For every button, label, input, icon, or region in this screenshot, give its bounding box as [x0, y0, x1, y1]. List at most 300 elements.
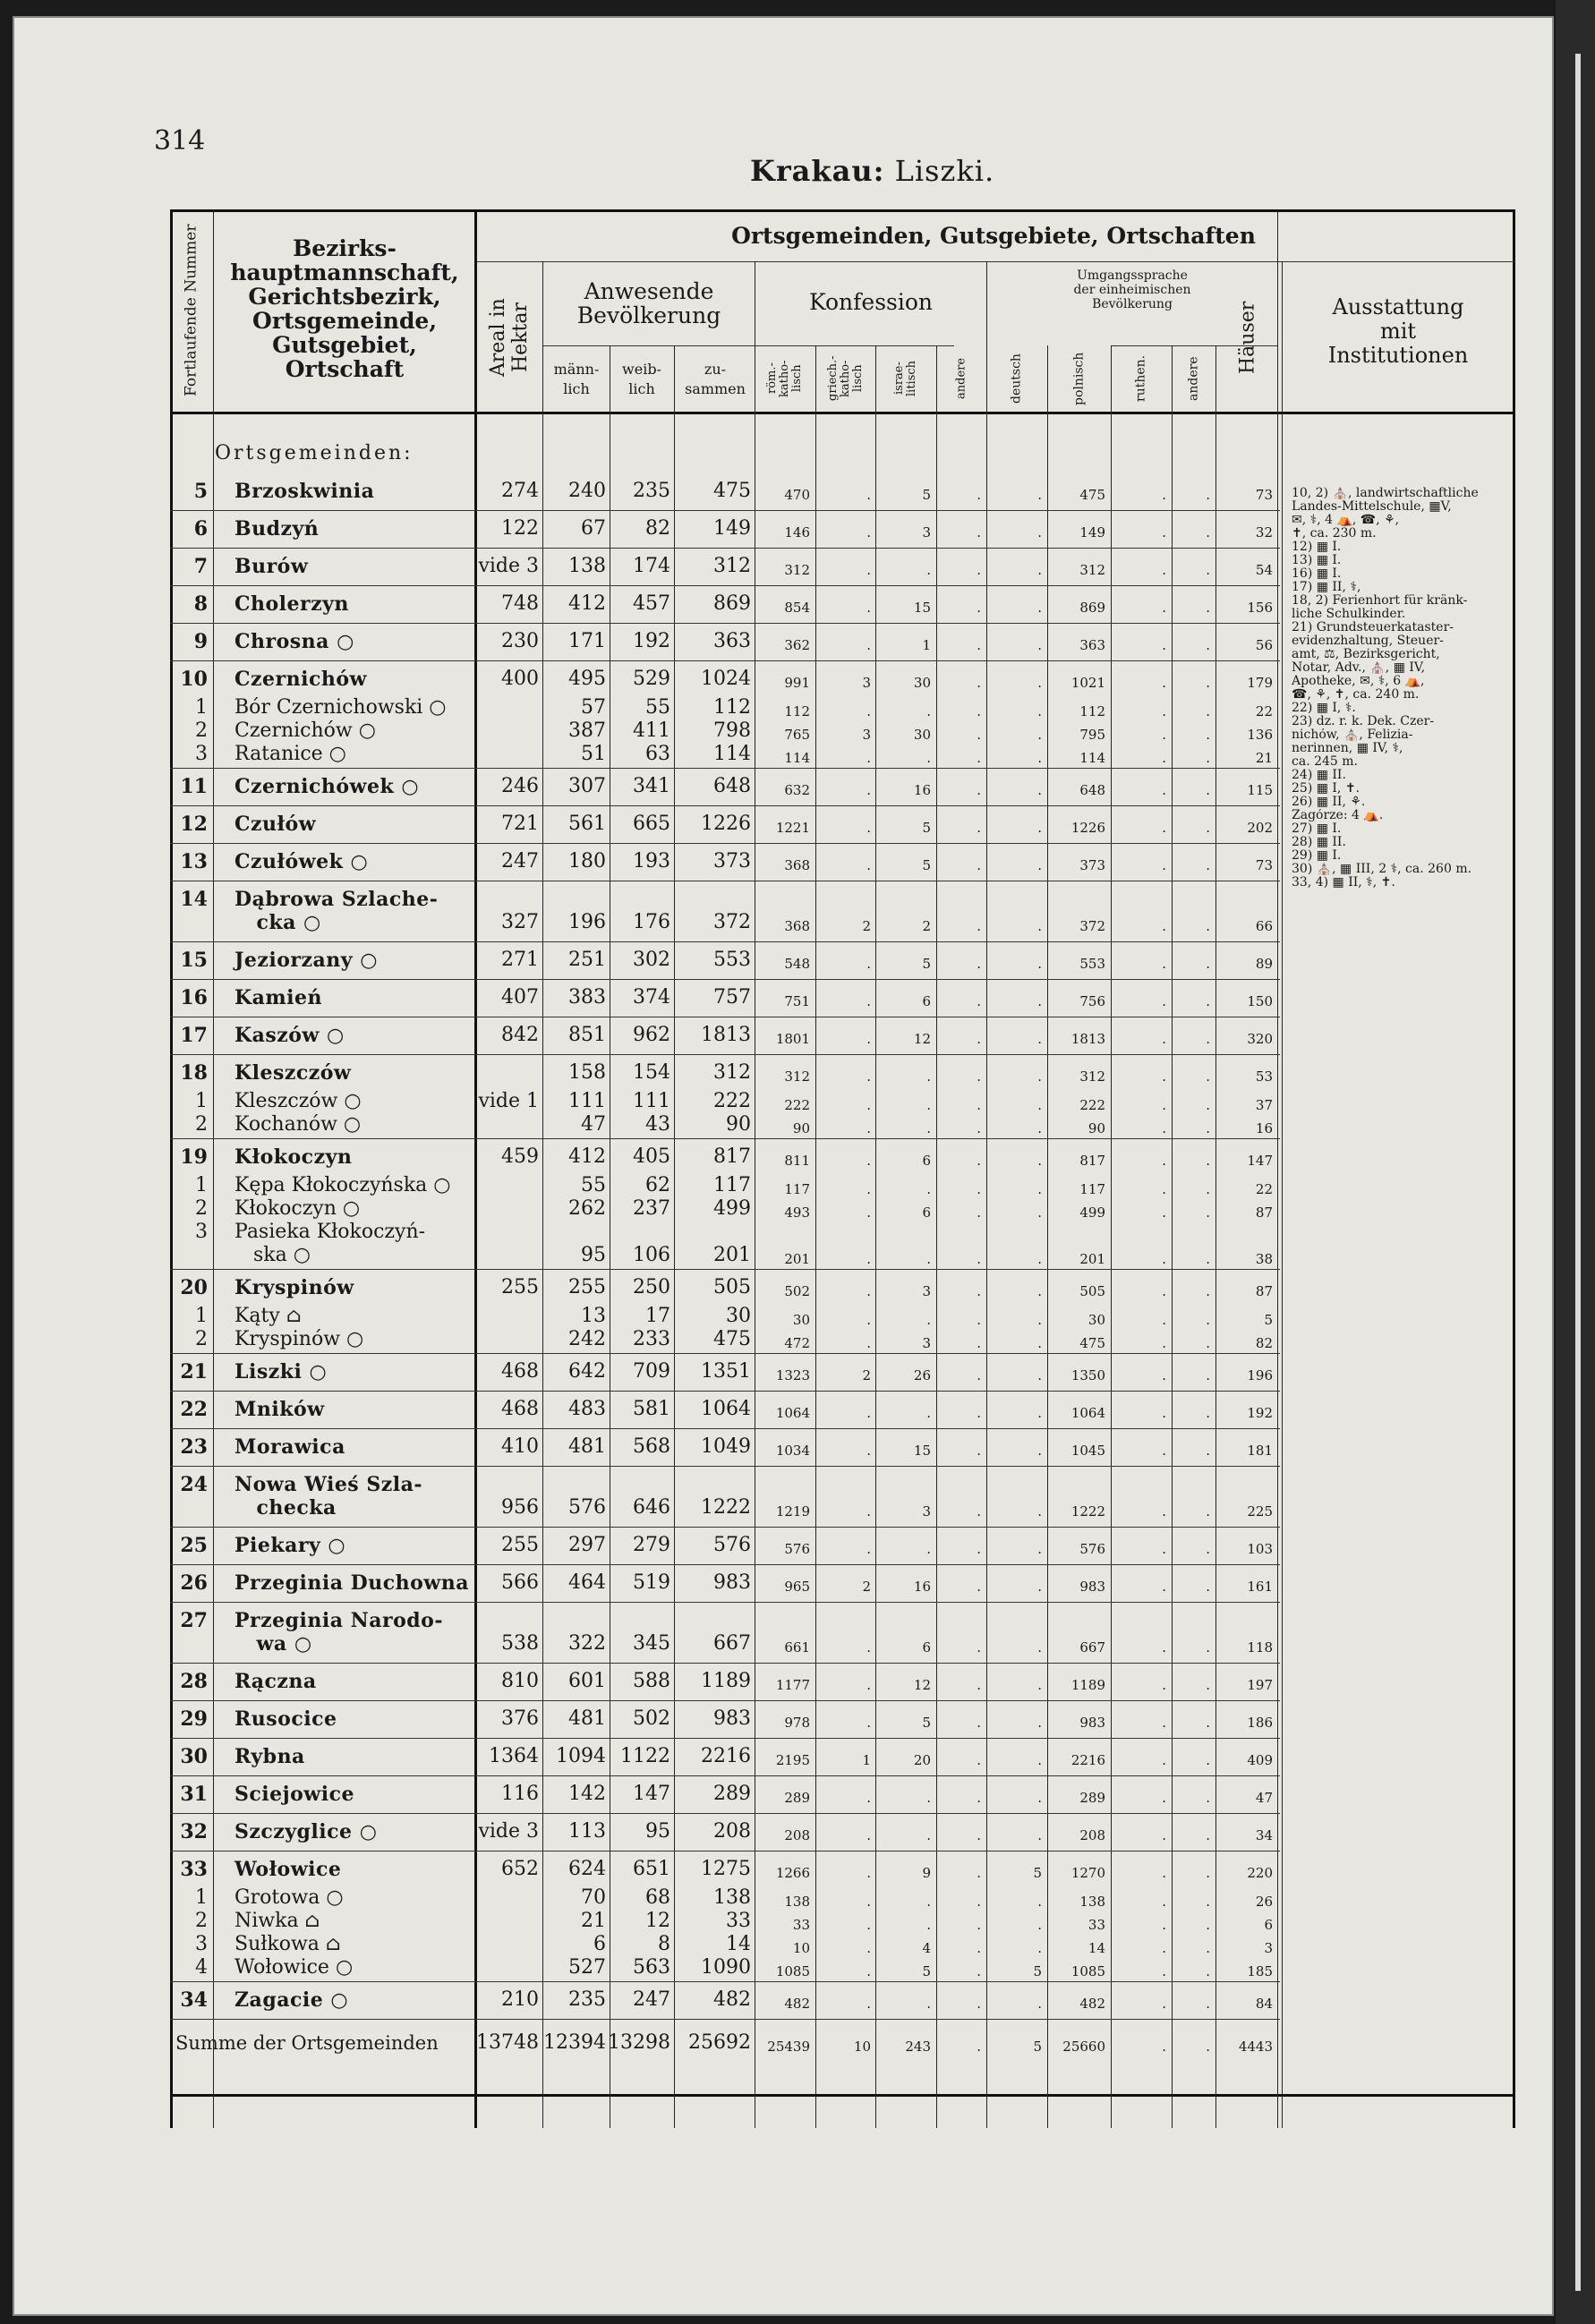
- cell-po: 1350: [1070, 1367, 1105, 1383]
- cell-z: 499: [713, 1197, 751, 1220]
- cell-hs: 181: [1247, 1443, 1273, 1459]
- cell-z: 983: [713, 1571, 751, 1594]
- cell-ak: .: [977, 524, 981, 541]
- cell-ru: .: [1162, 1827, 1166, 1843]
- row-name: Burów: [235, 555, 309, 578]
- cell-z: 289: [713, 1783, 751, 1805]
- cell-w: 646: [633, 1496, 670, 1519]
- cell-is: 16: [913, 782, 931, 798]
- cell-hs: 66: [1255, 918, 1273, 934]
- cell-hs: 16: [1255, 1120, 1273, 1136]
- cell-ru: .: [1162, 1541, 1166, 1557]
- cell-hs: 150: [1247, 993, 1273, 1009]
- cell-au: .: [1206, 562, 1210, 578]
- cell-ru: .: [1162, 1097, 1166, 1113]
- cell-z: 757: [713, 986, 751, 1009]
- header-fortlaufende-nummer: Fortlaufende Nummer: [182, 224, 200, 397]
- cell-hs: 73: [1255, 857, 1273, 873]
- cell-ru: .: [1162, 637, 1166, 653]
- row-separator: [170, 1353, 1280, 1354]
- row-number: 28: [180, 1670, 208, 1693]
- row-name: Niwka ⌂: [235, 1910, 320, 1932]
- cell-w: 529: [633, 668, 670, 690]
- cell-de: .: [1037, 1996, 1042, 2012]
- row-number: 3: [195, 743, 208, 765]
- cell-is: .: [926, 1405, 931, 1421]
- cell-gk: .: [866, 750, 871, 766]
- cell-ru: .: [1162, 1405, 1166, 1421]
- row-number: 30: [180, 1745, 208, 1768]
- ausstattung-line: 18, 2) Ferienhort für kränk-: [1292, 594, 1468, 608]
- cell-areal: vide 1: [478, 1090, 539, 1112]
- row-name: Jeziorzany ○: [235, 949, 378, 972]
- cell-au: .: [1206, 1335, 1210, 1351]
- summary-areal: 13748: [476, 2031, 539, 2054]
- header-andere-sprache: andere: [1186, 356, 1201, 401]
- row-separator: [170, 585, 1280, 586]
- cell-ru: .: [1162, 993, 1166, 1009]
- cell-is: 3: [922, 1503, 931, 1520]
- cell-gk: .: [866, 1917, 871, 1933]
- row-separator: [170, 623, 1280, 624]
- cell-z: 138: [713, 1886, 751, 1909]
- row-name: Czułówek ○: [235, 850, 369, 873]
- cell-z: 475: [713, 1328, 751, 1350]
- cell-au: .: [1206, 1715, 1210, 1731]
- cell-ru: .: [1162, 1153, 1166, 1169]
- cell-de: .: [1037, 1541, 1042, 1557]
- cell-gk: .: [866, 1541, 871, 1557]
- cell-w: 568: [633, 1435, 670, 1458]
- row-number: 13: [180, 850, 208, 873]
- cell-is: 30: [913, 727, 931, 743]
- cell-rk: 33: [792, 1917, 810, 1933]
- cell-ak: .: [977, 1894, 981, 1910]
- cell-z: 1275: [701, 1858, 751, 1880]
- row-name: Kamień: [235, 986, 323, 1009]
- cell-ru: .: [1162, 727, 1166, 743]
- cell-w: 341: [633, 775, 670, 797]
- cell-is: 5: [922, 1963, 931, 1979]
- cell-is: 12: [913, 1031, 931, 1047]
- cell-hs: 192: [1247, 1405, 1273, 1421]
- cell-z: 1090: [701, 1956, 751, 1979]
- cell-gk: .: [866, 956, 871, 972]
- row-name: Pasieka Kłokoczyń- ska ○: [235, 1221, 426, 1266]
- cell-ak: .: [977, 1940, 981, 1956]
- cell-m: 255: [568, 1276, 606, 1298]
- cell-z: 1064: [701, 1398, 751, 1420]
- cell-areal: 956: [501, 1496, 539, 1519]
- ausstattung-line: 23) dz. r. k. Dek. Czer-: [1292, 715, 1435, 728]
- cell-de: .: [1037, 1940, 1042, 1956]
- row-name: Ratanice ○: [235, 743, 346, 765]
- cell-w: 457: [633, 592, 670, 615]
- cell-ak: .: [977, 1367, 981, 1383]
- cell-au: .: [1206, 918, 1210, 934]
- cell-areal: 410: [501, 1435, 539, 1458]
- cell-rk: 576: [784, 1541, 810, 1557]
- cell-gk: 1: [862, 1752, 871, 1768]
- ausstattung-line: 22) ▦ I, ⚕.: [1292, 702, 1356, 715]
- table-row: [170, 1355, 1280, 1389]
- row-name: Grotowa ○: [235, 1886, 344, 1909]
- cell-po: 289: [1079, 1790, 1105, 1806]
- summary-au: .: [1206, 2039, 1210, 2055]
- row-number: 1: [195, 696, 208, 719]
- cell-is: .: [926, 1251, 931, 1267]
- cell-gk: 2: [862, 918, 871, 934]
- table-row: [170, 1221, 1280, 1267]
- adjacent-page-border: [1575, 54, 1581, 2291]
- ausstattung-line: 33, 4) ▦ II, ⚕, ✝.: [1292, 876, 1395, 890]
- cell-po: 553: [1079, 956, 1105, 972]
- ausstattung-line: evidenzhaltung, Steuer-: [1292, 634, 1444, 648]
- row-separator: [170, 805, 1280, 806]
- table-row: [170, 943, 1280, 977]
- cell-rk: 493: [784, 1205, 810, 1221]
- cell-po: 312: [1079, 562, 1105, 578]
- cell-m: 297: [568, 1534, 606, 1556]
- cell-is: 4: [922, 1940, 931, 1956]
- row-name: Kępa Kłokoczyńska ○: [235, 1174, 451, 1196]
- row-name: Chrosna ○: [235, 630, 354, 653]
- cell-rk: 1221: [775, 820, 810, 836]
- cell-ak: .: [977, 1068, 981, 1085]
- cell-is: 6: [922, 1153, 931, 1169]
- row-number: 3: [195, 1221, 208, 1243]
- cell-rk: 2195: [775, 1752, 810, 1768]
- row-name: Cholerzyn: [235, 592, 349, 616]
- cell-au: .: [1206, 1312, 1210, 1328]
- ausstattung-line: nerinnen, ▦ IV, ⚕,: [1292, 742, 1403, 755]
- cell-hs: 47: [1255, 1790, 1273, 1806]
- cell-de: 5: [1033, 1865, 1042, 1881]
- cell-po: 30: [1088, 1312, 1105, 1328]
- cell-de: .: [1037, 1790, 1042, 1806]
- row-name: Mników: [235, 1398, 325, 1421]
- row-number: 20: [180, 1276, 208, 1299]
- cell-ak: .: [977, 1752, 981, 1768]
- cell-gk: .: [866, 820, 871, 836]
- row-separator: [170, 1138, 1280, 1139]
- row-separator: [170, 1269, 1280, 1270]
- cell-po: 2216: [1070, 1752, 1105, 1768]
- cell-au: .: [1206, 956, 1210, 972]
- cell-z: 1024: [701, 668, 751, 690]
- cell-ak: .: [977, 918, 981, 934]
- header-maennlich: männ- lich: [553, 361, 600, 397]
- cell-ru: .: [1162, 1940, 1166, 1956]
- cell-rk: 1064: [775, 1405, 810, 1421]
- cell-ak: .: [977, 1335, 981, 1351]
- cell-ak: .: [977, 703, 981, 719]
- ausstattung-line: Zagórze: 4 ⛺.: [1292, 809, 1384, 822]
- cell-po: 756: [1079, 993, 1105, 1009]
- cell-hs: 161: [1247, 1579, 1273, 1595]
- cell-is: .: [926, 562, 931, 578]
- cell-hs: 26: [1255, 1894, 1273, 1910]
- cell-hs: 56: [1255, 637, 1273, 653]
- row-number: 16: [180, 986, 208, 1009]
- cell-areal: 459: [501, 1145, 539, 1168]
- cell-au: .: [1206, 1894, 1210, 1910]
- cell-gk: .: [866, 1940, 871, 1956]
- cell-areal: 271: [501, 949, 539, 971]
- cell-rk: 90: [792, 1120, 810, 1136]
- cell-rk: 1177: [775, 1677, 810, 1693]
- cell-is: 3: [922, 1283, 931, 1299]
- cell-de: .: [1037, 1503, 1042, 1520]
- cell-w: 193: [633, 850, 670, 873]
- cell-areal: 210: [501, 1988, 539, 2011]
- cell-z: 648: [713, 775, 751, 797]
- ausstattung-line: 24) ▦ II.: [1292, 769, 1346, 782]
- cell-rk: 10: [792, 1940, 810, 1956]
- row-name: Kleszczów ○: [235, 1090, 362, 1112]
- header-zusammen: zu- sammen: [685, 361, 746, 397]
- row-separator: [170, 843, 1280, 844]
- cell-w: 68: [645, 1886, 670, 1909]
- cell-w: 563: [633, 1956, 670, 1979]
- cell-m: 13: [581, 1305, 606, 1327]
- row-separator: [170, 1466, 1280, 1467]
- cell-z: 208: [713, 1820, 751, 1843]
- cell-rk: 362: [784, 637, 810, 653]
- cell-w: 588: [633, 1670, 670, 1692]
- cell-hs: 53: [1255, 1068, 1273, 1085]
- title-rest: Liszki.: [884, 154, 995, 188]
- cell-is: .: [926, 1120, 931, 1136]
- row-number: 2: [195, 1328, 208, 1350]
- cell-ru: .: [1162, 703, 1166, 719]
- cell-ru: .: [1162, 675, 1166, 691]
- cell-is: .: [926, 1790, 931, 1806]
- cell-po: 372: [1079, 918, 1105, 934]
- cell-gk: .: [866, 1031, 871, 1047]
- row-number: 1: [195, 1305, 208, 1327]
- summary-row: [170, 2031, 1280, 2058]
- cell-po: 869: [1079, 600, 1105, 616]
- cell-gk: .: [866, 1677, 871, 1693]
- cell-m: 70: [581, 1886, 606, 1909]
- cell-m: 51: [581, 743, 606, 765]
- cell-ru: .: [1162, 1503, 1166, 1520]
- cell-ak: .: [977, 562, 981, 578]
- row-name: Kłokoczyn ○: [235, 1197, 361, 1220]
- cell-po: 983: [1079, 1715, 1105, 1731]
- row-name: Bór Czernichowski ○: [235, 696, 447, 719]
- cell-hs: 225: [1247, 1503, 1273, 1520]
- cell-hs: 38: [1255, 1251, 1273, 1267]
- cell-w: 411: [633, 719, 670, 742]
- cell-z: 33: [726, 1910, 751, 1932]
- cell-m: 158: [568, 1061, 606, 1084]
- cell-ru: .: [1162, 1639, 1166, 1656]
- table-row: [170, 1197, 1280, 1221]
- cell-au: .: [1206, 1251, 1210, 1267]
- cell-gk: 2: [862, 1367, 871, 1383]
- cell-hs: 202: [1247, 820, 1273, 836]
- cell-z: 576: [713, 1534, 751, 1556]
- cell-is: 6: [922, 1639, 931, 1656]
- cell-is: .: [926, 1068, 931, 1085]
- table-row: [170, 587, 1280, 621]
- cell-rk: 751: [784, 993, 810, 1009]
- table-row: [170, 1392, 1280, 1426]
- table-row: [170, 1468, 1280, 1525]
- cell-w: 405: [633, 1145, 670, 1168]
- cell-is: .: [926, 1827, 931, 1843]
- cell-areal: 327: [501, 911, 539, 933]
- cell-m: 527: [568, 1956, 606, 1979]
- cell-po: 817: [1079, 1153, 1105, 1169]
- row-number: 3: [195, 1933, 208, 1955]
- cell-de: .: [1037, 1894, 1042, 1910]
- cell-ru: .: [1162, 1715, 1166, 1731]
- cell-is: 3: [922, 524, 931, 541]
- cell-au: .: [1206, 487, 1210, 503]
- table-row: [170, 1113, 1280, 1136]
- row-number: 7: [193, 555, 208, 578]
- cell-ak: .: [977, 1443, 981, 1459]
- page-title: [750, 154, 994, 188]
- cell-ru: .: [1162, 956, 1166, 972]
- row-separator: [170, 1663, 1280, 1664]
- cell-rk: 548: [784, 956, 810, 972]
- cell-gk: .: [866, 1827, 871, 1843]
- table-row: [170, 1852, 1280, 1886]
- cell-hs: 5: [1264, 1312, 1273, 1328]
- cell-po: 14: [1088, 1940, 1105, 1956]
- cell-de: .: [1037, 1917, 1042, 1933]
- cell-rk: 117: [784, 1181, 810, 1197]
- cell-au: .: [1206, 1120, 1210, 1136]
- cell-de: .: [1037, 1068, 1042, 1085]
- cell-ru: .: [1162, 1865, 1166, 1881]
- cell-rk: 138: [784, 1894, 810, 1910]
- cell-m: 242: [568, 1328, 606, 1350]
- header-konfession: Konfession: [808, 289, 933, 315]
- row-separator: [170, 1602, 1280, 1603]
- cell-hs: 89: [1255, 956, 1273, 972]
- cell-rk: 632: [784, 782, 810, 798]
- cell-areal: 468: [501, 1398, 539, 1420]
- cell-z: 869: [713, 592, 751, 615]
- cell-areal: 1364: [489, 1745, 539, 1767]
- cell-de: .: [1037, 562, 1042, 578]
- row-name: Kryspinów: [235, 1276, 354, 1299]
- cell-w: 95: [645, 1820, 670, 1843]
- cell-de: .: [1037, 820, 1042, 836]
- cell-ak: .: [977, 1251, 981, 1267]
- cell-ru: .: [1162, 1068, 1166, 1085]
- summary-ru: .: [1162, 2039, 1166, 2055]
- row-separator: [170, 510, 1280, 511]
- cell-is: .: [926, 750, 931, 766]
- cell-w: 106: [633, 1244, 670, 1266]
- row-separator: [170, 548, 1280, 549]
- cell-m: 624: [568, 1858, 606, 1880]
- row-name: Przeginia Duchowna: [235, 1571, 469, 1595]
- cell-ru: .: [1162, 918, 1166, 934]
- cell-gk: .: [866, 637, 871, 653]
- cell-gk: .: [866, 1120, 871, 1136]
- row-name: Sciejowice: [235, 1783, 354, 1806]
- cell-m: 601: [568, 1670, 606, 1692]
- cell-m: 67: [581, 517, 606, 540]
- cell-z: 30: [726, 1305, 751, 1327]
- ausstattung-line: 13) ▦ I.: [1292, 554, 1342, 567]
- table-row: [170, 981, 1280, 1015]
- cell-m: 464: [568, 1571, 606, 1594]
- ausstattung-line: ca. 245 m.: [1292, 755, 1358, 769]
- cell-z: 1351: [701, 1360, 751, 1383]
- cell-w: 233: [633, 1328, 670, 1350]
- header-polnisch: polnisch: [1071, 352, 1087, 405]
- cell-m: 113: [568, 1820, 606, 1843]
- cell-de: .: [1037, 1097, 1042, 1113]
- cell-gk: .: [866, 562, 871, 578]
- cell-ak: .: [977, 956, 981, 972]
- cell-rk: 978: [784, 1715, 810, 1731]
- cell-areal: 230: [501, 630, 539, 652]
- cell-hs: 156: [1247, 600, 1273, 616]
- cell-ak: .: [977, 782, 981, 798]
- cell-w: 55: [645, 696, 670, 719]
- cell-gk: .: [866, 1153, 871, 1169]
- cell-au: .: [1206, 1068, 1210, 1085]
- cell-gk: .: [866, 1443, 871, 1459]
- ausstattung-line: ✉, ⚕, 4 ⛺, ☎, ⚘,: [1292, 514, 1400, 527]
- cell-is: .: [926, 1181, 931, 1197]
- cell-au: .: [1206, 637, 1210, 653]
- table-row: [170, 696, 1280, 719]
- cell-areal: 721: [501, 813, 539, 835]
- cell-po: 112: [1079, 703, 1105, 719]
- ausstattung-line: liche Schulkinder.: [1292, 608, 1406, 621]
- cell-z: 817: [713, 1145, 751, 1168]
- cell-z: 117: [713, 1174, 751, 1196]
- cell-m: 1094: [556, 1745, 606, 1767]
- row-number: 11: [180, 775, 208, 798]
- ausstattung-line: 29) ▦ I.: [1292, 849, 1342, 863]
- cell-po: 201: [1079, 1251, 1105, 1267]
- cell-de: .: [1037, 1639, 1042, 1656]
- cell-ak: .: [977, 1031, 981, 1047]
- cell-gk: .: [866, 1283, 871, 1299]
- row-number: 23: [180, 1435, 208, 1459]
- row-name: Nowa Wieś Szla- checka: [235, 1473, 422, 1520]
- cell-rk: 765: [784, 727, 810, 743]
- cell-m: 483: [568, 1398, 606, 1420]
- header-griech-kath: griech.-katho-lisch: [826, 355, 865, 402]
- cell-rk: 472: [784, 1335, 810, 1351]
- ausstattung-line: Notar, Adv., ⛪, ▦ IV,: [1292, 661, 1426, 675]
- cell-m: 481: [568, 1707, 606, 1730]
- row-number: 17: [180, 1024, 208, 1047]
- cell-au: .: [1206, 1443, 1210, 1459]
- cell-m: 57: [581, 696, 606, 719]
- summary-ak: .: [977, 2039, 981, 2055]
- table-row: [170, 845, 1280, 879]
- cell-de: .: [1037, 703, 1042, 719]
- row-number: 14: [180, 888, 208, 911]
- cell-gk: .: [866, 1996, 871, 2012]
- cell-is: .: [926, 1097, 931, 1113]
- cell-w: 247: [633, 1988, 670, 2011]
- cell-au: .: [1206, 1181, 1210, 1197]
